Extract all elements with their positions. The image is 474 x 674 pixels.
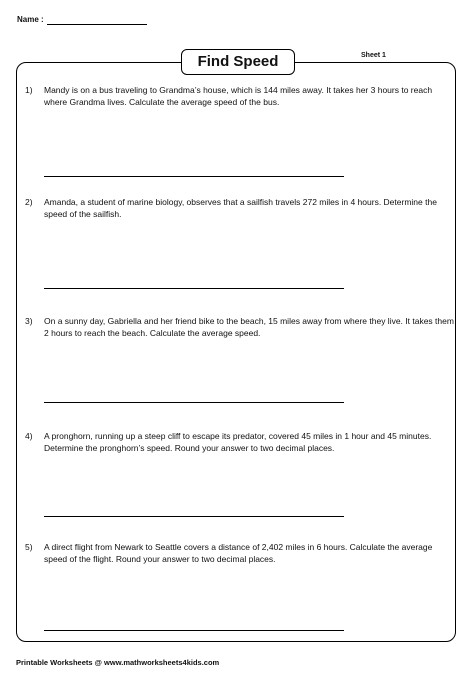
sheet-label: Sheet 1 [361,52,386,59]
worksheet-title: Find Speed [181,49,295,75]
question-text: Amanda, a student of marine biology, observes that a sailfish travels 272 miles in 4 hours. Determine the speed of the sailfish. [44,197,437,219]
answer-line-4[interactable] [44,516,344,517]
answer-line-5[interactable] [44,630,344,631]
question-text: Mandy is on a bus traveling to Grandma’s house, which is 144 miles away. It takes her 3 hours to reach where Grandma lives. Calculate the average speed of the bus. [44,85,433,107]
question-text: On a sunny day, Gabriella and her friend bike to the beach, 15 miles away from where they live. It takes them 2 hours to reach the beach. Calculate the average speed. [44,316,454,338]
question-number: 3) [25,316,33,326]
question-number: 2) [25,197,33,207]
question-text: A pronghorn, running up a steep cliff to escape its predator, covered 45 miles in 1 hour and 45 minutes. Determine the pronghorn’s speed. Round your answer to two decimal places. [44,431,432,453]
answer-line-3[interactable] [44,402,344,403]
question-number: 4) [25,431,33,441]
question-text: A direct flight from Newark to Seattle covers a distance of 2,402 miles in 6 hours. Calculate the average speed of the flight. Round your answer to two decimal places. [44,542,433,564]
question-number: 1) [25,85,33,95]
answer-line-1[interactable] [44,176,344,177]
question-number: 5) [25,542,33,552]
answer-line-2[interactable] [44,288,344,289]
footer-text: Printable Worksheets @ www.mathworksheets4kids.com [16,658,220,667]
name-field[interactable] [47,24,147,25]
name-label: Name : [17,15,44,24]
